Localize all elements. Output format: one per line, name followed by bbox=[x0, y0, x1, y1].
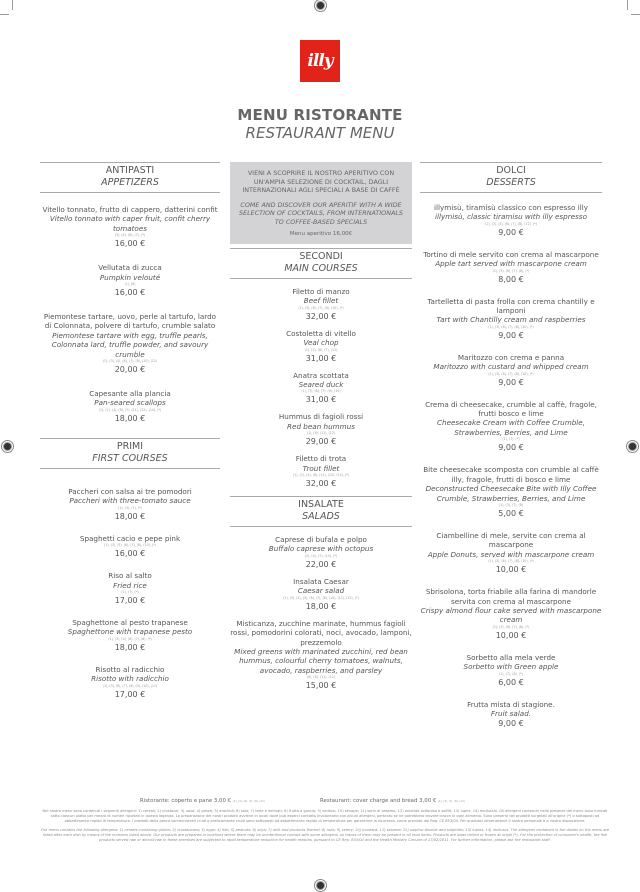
dish-name-en: illymisù, classic tiramisu with illy espresso bbox=[434, 212, 587, 222]
section-header-main-courses: SECONDI MAIN COURSES bbox=[230, 248, 412, 279]
first-courses-list bbox=[40, 487, 220, 700]
dish-name: Piemontese tartare, uovo, perle al tartufo, lardo di Colonnata, polvere di tartufo, crumble salato bbox=[43, 312, 217, 331]
dish-price: 16,00 € bbox=[114, 549, 146, 559]
section-header-appetizers: ANTIPASTI APPETIZERS bbox=[40, 162, 220, 193]
menu-item bbox=[230, 287, 412, 322]
dish-name: Bite cheesecake scomposta con crumble al caffè illy, fragole, frutti di bosco e lime bbox=[423, 465, 599, 484]
dish-name: Spaghetti cacio e pepe pink bbox=[79, 533, 181, 543]
allergen-codes: (1), (3), (5), (6), (7), (8), (12), (*) bbox=[485, 221, 537, 226]
menu-item bbox=[420, 250, 602, 285]
allergen-codes: (6), (8), (11), (12) bbox=[306, 675, 336, 680]
dish-name-en: Seared duck bbox=[298, 380, 344, 390]
dish-name: Vellutata di zucca bbox=[98, 263, 162, 273]
section-header-salads: INSALATE SALADS bbox=[230, 496, 412, 527]
menu-item bbox=[420, 353, 602, 388]
dish-name: Tortino di mele servito con crema al mascarpone bbox=[423, 249, 599, 259]
allergen-codes: (1), (3), (6), (7), (8), (10), (*) bbox=[298, 305, 344, 310]
dish-price: 17,00 € bbox=[114, 689, 146, 699]
crop-mark bbox=[627, 0, 628, 10]
dish-price: 18,00 € bbox=[114, 511, 146, 521]
menu-item bbox=[420, 700, 602, 730]
main-courses-list bbox=[230, 287, 412, 489]
dish-name-en: Fruit salad. bbox=[490, 708, 532, 718]
dish-name-en: Risotto with radicchio bbox=[91, 674, 169, 684]
dish-price: 17,00 € bbox=[114, 595, 146, 605]
page-subtitle: RESTAURANT MENU bbox=[245, 124, 395, 142]
dish-price: 15,00 € bbox=[305, 681, 337, 691]
dish-name: Ciambelline di mele, servite con crema al mascarpone bbox=[436, 530, 586, 550]
menu-item bbox=[420, 587, 602, 641]
dish-name-en: Trout fillet bbox=[302, 463, 340, 473]
allergen-codes: (1), (3), (4), (6), (7), (8), (*) bbox=[108, 636, 152, 641]
cover-charge-en: Restaurant: cover charge and bread 3,00 € bbox=[320, 798, 437, 804]
column-center bbox=[230, 162, 412, 698]
allergen-codes: (1), (7), (8), (*) bbox=[499, 671, 523, 676]
allergen-codes: (1), (3), (6), (7), (8), (9), (10), (12) bbox=[102, 683, 158, 688]
menu-item bbox=[40, 534, 220, 559]
menu-item bbox=[230, 412, 412, 447]
menu-item bbox=[230, 371, 412, 406]
menu-item bbox=[40, 487, 220, 522]
dish-name: Filetto di manzo bbox=[292, 287, 350, 296]
dish-name-en: Apple Donuts, served with mascarpone cream bbox=[427, 549, 595, 559]
dish-price: 31,00 € bbox=[305, 353, 337, 363]
dish-name-en: Veal chop bbox=[303, 338, 339, 348]
dish-price: 9,00 € bbox=[498, 377, 524, 387]
menu-item bbox=[40, 205, 220, 249]
registration-mark-right bbox=[628, 442, 637, 451]
menu-item bbox=[420, 400, 602, 454]
dish-price: 31,00 € bbox=[305, 395, 337, 405]
crop-mark bbox=[0, 14, 9, 15]
menu-item bbox=[40, 389, 220, 424]
allergen-codes: (1), (3), (5), (6), (7), (8), (10), (12) bbox=[102, 359, 158, 364]
dish-name: Insalata Caesar bbox=[293, 576, 349, 586]
dish-name-en: Piemontese tartare with egg, truffle pearls, Colonnata lard, truffle powder, and savoury crumble bbox=[51, 330, 209, 359]
menu-item bbox=[420, 465, 602, 519]
dish-price: 10,00 € bbox=[495, 630, 527, 640]
dish-name-en: Spaghettone with trapanese pesto bbox=[67, 627, 193, 637]
dish-price: 18,00 € bbox=[114, 642, 146, 652]
section-header-first-courses: PRIMI FIRST COURSES bbox=[40, 438, 220, 469]
dish-name: Frutta mista di stagione. bbox=[467, 699, 555, 709]
allergen-codes: (1), (6) bbox=[124, 282, 136, 287]
cover-charge bbox=[40, 798, 610, 807]
menu-item bbox=[420, 653, 602, 688]
dish-name-en: Buffalo caprese with octopus bbox=[268, 544, 374, 554]
dish-price: 9,00 € bbox=[498, 330, 524, 340]
dish-name: Caprese di bufala e polpo bbox=[275, 535, 367, 545]
dish-price: 16,00 € bbox=[114, 288, 146, 298]
dish-name: Sorbetto alla mela verde bbox=[466, 652, 556, 662]
section-header-desserts: DOLCI DESSERTS bbox=[420, 162, 602, 193]
column-left bbox=[40, 162, 220, 712]
dish-name-en: Pumpkin velouté bbox=[99, 272, 161, 282]
allergen-codes: (1), (2), (4), (8), (11), (12), (14), (*) bbox=[293, 473, 349, 478]
menu-item bbox=[230, 454, 412, 489]
dish-name-en: Beef fillet bbox=[303, 296, 339, 306]
allergen-codes: (2), (4), (7), (14), (*) bbox=[304, 553, 338, 558]
allergen-codes: (1), (3), (6), (7), (8), (10), (*) bbox=[488, 371, 534, 376]
dish-name-en: Vitello tonnato with caper fruit, confit cherry tomatoes bbox=[49, 214, 211, 233]
allergen-codes: (1), (3), (6), (7), (8), (10), (*) bbox=[488, 324, 534, 329]
menu-item bbox=[40, 571, 220, 606]
allergen-codes: (3), (4), (6), (7), (*) bbox=[114, 233, 146, 238]
dish-price: 32,00 € bbox=[305, 311, 337, 321]
crop-mark bbox=[12, 0, 13, 10]
menu-item bbox=[40, 618, 220, 653]
illy-logo: illy bbox=[300, 40, 340, 82]
dish-price: 18,00 € bbox=[114, 413, 146, 423]
dish-name: Paccheri con salsa ai tre pomodori bbox=[68, 486, 192, 496]
dish-price: 29,00 € bbox=[305, 437, 337, 447]
menu-item bbox=[230, 577, 412, 612]
cover-allergens-en: (1), (3), (7), (8), (12) bbox=[438, 800, 465, 803]
dish-name: Costoletta di vitello bbox=[286, 328, 356, 338]
allergen-codes: (1), (3), (6), (7), (8), (*) bbox=[492, 624, 530, 629]
dish-name-en: Apple tart served with mascarpone cream bbox=[435, 259, 587, 269]
dish-name: Crema di cheesecake, crumble al caffè, fragole, frutti bosco e lime bbox=[425, 399, 597, 419]
cover-allergens-it: (1), (3), (6), (7), (8), (12) bbox=[232, 800, 265, 803]
dish-name-en: Red bean hummus bbox=[287, 421, 355, 431]
aperitif-promo bbox=[230, 162, 412, 244]
page-title: MENU RISTORANTE bbox=[237, 106, 403, 124]
allergen-codes: (1), (3), (6), (7), (8), (*) bbox=[492, 268, 530, 273]
dish-price: 22,00 € bbox=[305, 559, 337, 569]
allergen-codes: (1), (3), (7), (*) bbox=[118, 505, 142, 510]
allergen-notice-it: Nel nostro menu sono contenuti i seguenti allergeni: 1) cereali; 2) crostacei; 3) uova; 4) pesce; 5) arachidi; 6) soia; 7) latte e derivati; 8) frutta a guscio; 9) sedano; 10) senape; 11) semi di sesamo; 12) anidride solforosa e solfiti; 13) lupini; 14) molluschi. Gli allergeni contenuti nelle pietanze del menu sono indicati sotto ciascun piatto per mezzo di numeri riportati in questa legenda. La preparazione dei nostri prodotti avviene in locali dove può esserci contatto involontario con alcuni allergeni, pertanto se ne potrebbero trovare tracce in ogni alimento. Sono presenti dei prodotti surgelati all'origine (*) o sottoposti ad abbattimento rapido di temperatura. I prodotti della pesca somministrati crudi o praticamente crudi sono sottoposti ad abbattimento rapido di temperatura per garantirne la sicurezza, come previsto dal Reg. CE 853/04. Per qualsiasi informazione il nostro personale è a vostra disposizione. bbox=[42, 809, 608, 824]
dish-name: Filetto di trota bbox=[295, 454, 347, 464]
dish-name: Tartelletta di pasta frolla con crema chantilly e lamponi bbox=[427, 296, 595, 316]
menu-item bbox=[230, 619, 412, 691]
dish-name-en: Tart with Chantilly cream and raspberries bbox=[436, 315, 586, 325]
dish-price: 8,00 € bbox=[498, 274, 524, 284]
menu-item bbox=[230, 329, 412, 364]
allergen-codes: (1), (3), (5), (6), (7), (8), (10), (*) bbox=[104, 543, 156, 548]
allergen-notice-en: Our menu contains the following allergens: 1) cereals containing gluten; 2) crustaceans; 3) eggs; 4) fish; 5) peanuts; 6) soya; 7) milk and products thereof; 8) nuts; 9) celery; 10) mustard; 11) sesame; 12) sulphur dioxide and sulphites; 13) lupins; 14) molluscs. The allergens contained in the dishes on the menu are listed after each dish by means of the numbers listed above. Our products are prepared in locations where there may be unintentional contact with some allergens, so traces of them may be present in all food items. Products are blast chilled or frozen at origin (*). For the protection of consumer's health, the fish products served raw or almost raw in these premises are subjected to rapid temperature reduction for health reasons, pursuant to CE Reg. 853/04 and the Health Ministry Circular of 17/02/2011. For further information, please ask the restaurant staff. bbox=[40, 827, 610, 843]
dish-price: 5,00 € bbox=[498, 508, 524, 518]
dish-name-en: Caesar salad bbox=[297, 586, 345, 596]
aperitif-price: Menu aperitivo 16,00€ bbox=[289, 231, 353, 237]
dish-price: 20,00 € bbox=[114, 365, 146, 375]
dish-name-en: Mixed greens with marinated zucchini, red bean hummus, colourful cherry tomatoes, walnuts, avocado, raspberries, and parsley bbox=[234, 646, 408, 675]
desserts-list bbox=[420, 203, 602, 729]
dish-price: 10,00 € bbox=[495, 565, 527, 575]
footer bbox=[40, 798, 610, 843]
dish-name: Spaghettone al pesto trapanese bbox=[72, 617, 188, 627]
allergen-codes: (1), (2), (4), (6), (7), (11), (12), (14), (*) bbox=[98, 407, 162, 412]
dish-name-en: Pan-seared scallops bbox=[94, 398, 166, 408]
allergen-codes: (1), (3), (7), (8) bbox=[498, 502, 524, 507]
dish-name: Risotto al radicchio bbox=[95, 664, 165, 674]
dish-name-en: Deconstructed Cheesecake Bite with Illy Coffee Crumble, Strawberries, Berries, and Lime bbox=[425, 484, 597, 503]
dish-name: Anatra scottata bbox=[293, 370, 349, 380]
dish-name-en: Maritozzo with custard and whipped cream bbox=[433, 362, 589, 372]
menu-item bbox=[420, 531, 602, 575]
menu-item bbox=[420, 203, 602, 238]
crop-mark bbox=[631, 14, 640, 15]
dish-name-en: Crispy almond flour cake served with mascarpone cream bbox=[420, 605, 602, 625]
dish-name: Misticanza, zucchine marinate, hummus fagioli rossi, pomodorini colorati, noci, avocado, lamponi, prezzemolo bbox=[230, 618, 412, 647]
allergen-codes: (1), (8), (11), (12) bbox=[306, 431, 336, 436]
allergen-codes: (1), (7), (*) bbox=[121, 589, 139, 594]
aperitif-text-it: VIENI A SCOPRIRE IL NOSTRO APERITIVO CON UN'AMPIA SELEZIONE DI COCKTAIL, DAGLI INTERNAZIONALI AGLI SPECIALI A BASE DI CAFFÈ bbox=[242, 169, 400, 194]
dish-price: 9,00 € bbox=[498, 443, 524, 453]
dish-price: 9,00 € bbox=[498, 227, 524, 237]
dish-name: Capesante alla plancia bbox=[89, 389, 171, 399]
allergen-codes: (1), (7), (*) bbox=[502, 437, 520, 442]
dish-price: 6,00 € bbox=[498, 677, 524, 687]
dish-price: 16,00 € bbox=[114, 239, 146, 249]
dish-price: 32,00 € bbox=[305, 479, 337, 489]
allergen-codes: (1), (3), (6), (7), (8), (10), (*) bbox=[488, 559, 534, 564]
menu-item bbox=[230, 535, 412, 570]
menu-item bbox=[40, 312, 220, 375]
registration-mark-left bbox=[3, 442, 12, 451]
menu-item bbox=[40, 665, 220, 700]
menu-item bbox=[40, 263, 220, 298]
dish-name-en: Paccheri with three-tomato sauce bbox=[69, 496, 191, 506]
dish-name-en: Cheesecake Cream with Coffee Crumble, Strawberries, Berries, and Lime bbox=[437, 418, 585, 437]
appetizers-list bbox=[40, 205, 220, 424]
dish-price: 18,00 € bbox=[305, 601, 337, 611]
dish-name: Riso al salto bbox=[108, 571, 152, 581]
column-right bbox=[420, 162, 602, 741]
cover-charge-it: Ristorante: coperto e pane 3,00 € bbox=[140, 798, 232, 804]
dish-name: Hummus di fagioli rossi bbox=[278, 412, 364, 422]
registration-mark-top bbox=[316, 1, 325, 10]
allergen-codes: (1), (3), (4), (5), (6), (7), (8), (10), (11), (12), (*) bbox=[283, 595, 359, 600]
salads-list bbox=[230, 535, 412, 691]
allergen-codes: (1), (3), (6), (7), (12) bbox=[304, 347, 338, 352]
dish-name: Maritozzo con crema e panna bbox=[457, 352, 565, 362]
menu-item bbox=[420, 297, 602, 341]
aperitif-text-en: COME AND DISCOVER OUR APERITIF WITH A WIDE SELECTION OF COCKTAILS, FROM INTERNATIONALS TO COFFEE-BASED SPECIALS bbox=[239, 200, 403, 226]
dish-name: Sbrisolona, torta friabile alla farina di mandorle servita con crema al mascarpone bbox=[425, 587, 597, 606]
dish-price: 9,00 € bbox=[498, 719, 524, 729]
dish-name: Vitello tonnato, frutto di cappero, datterini confit bbox=[42, 205, 218, 214]
registration-mark-bottom bbox=[316, 881, 325, 890]
dish-name-en: Fried rice bbox=[113, 580, 147, 590]
dish-name: illymisù, tiramisù classico con espresso illy bbox=[434, 203, 588, 212]
allergen-codes: (1), (7), (8), (7), (9), (10) bbox=[301, 389, 341, 394]
dish-name-en: Sorbetto with Green apple bbox=[463, 662, 559, 672]
